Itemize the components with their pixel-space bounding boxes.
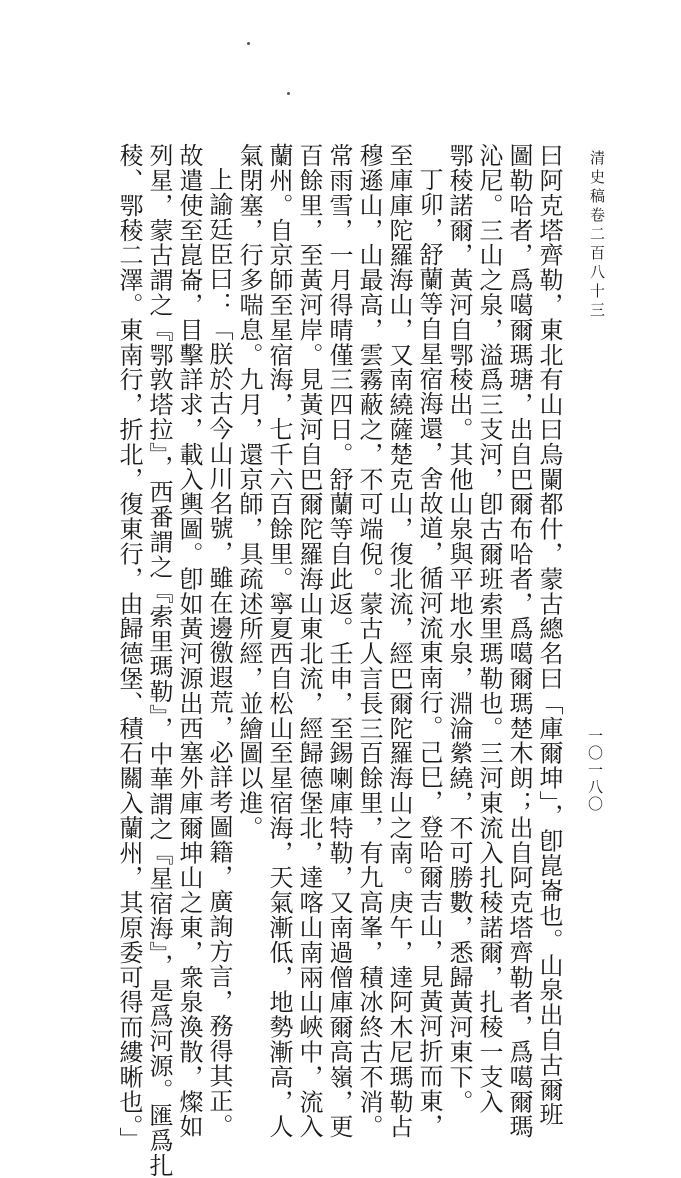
text-column-13: 故遣使至崑崙，目擊詳求，載入輿圖。卽如黃河源出西塞外庫爾坤山之東，衆泉渙散，燦如 xyxy=(175,143,203,1139)
text-column-8: 常雨雪，一月得晴僅三四日。舒蘭等自此返。壬申，至錫喇庫特勒，又南過僧庫爾高嶺，更 xyxy=(325,143,353,1139)
text-column-3: 沁尼。三山之泉，溢爲三支河，卽古爾班索里瑪勒也。三河東流入扎稜諾爾，扎稜一支入 xyxy=(475,143,503,1115)
text-column-15: 稜、鄂稜二澤。東南行，折北，復東行，由歸德堡、積石關入蘭州，其原委可得而縷晰也。」 xyxy=(115,143,143,1152)
text-column-1-lead: 曰阿克塔齊勒，東北有山曰烏闌都什，蒙古總名曰「庫爾坤」，卽崑崙也。 xyxy=(535,143,563,953)
text-column-2-lead: 圖勒哈者，爲噶爾瑪瑭，出自巴爾布哈者，爲噶爾瑪楚木朗；出自阿克塔齊勒者，爲噶爾瑪 xyxy=(505,143,533,1139)
text-column-12: 上諭廷臣曰：「朕於古今山川名號，雖在邊徼遐荒，必詳考圖籍，廣詢方言，務得其正。 xyxy=(205,167,233,1139)
print-speck xyxy=(247,42,250,45)
running-title: 清史稿卷二百八十三 xyxy=(588,150,606,321)
print-speck xyxy=(287,92,290,95)
page-number: 一〇一八〇 xyxy=(586,728,604,813)
body-text xyxy=(114,143,564,1178)
text-column-7: 穆遜山，山最高，雲霧蔽之，不可端倪。蒙古人言長三百餘里，有九高峯，積冰終古不消。 xyxy=(355,143,383,1139)
text-column-5: 丁卯，舒蘭等自星宿海還，舍故道，循河流東南行。己巳，登哈爾吉山，見黃河折而東， xyxy=(415,167,443,1139)
text-column-1 xyxy=(534,143,564,1128)
text-column-2 xyxy=(504,143,534,1139)
text-column-1-tail: 山泉出自古爾班 xyxy=(535,952,563,1128)
text-column-6: 至庫庫陀羅海山，又南繞薩楚克山，復北流，經巴爾陀羅海山之南。庚午，達阿木尼瑪勒占 xyxy=(385,143,413,1139)
text-column-14: 列星，蒙古謂之『鄂敦塔拉』，西番謂之『索里瑪勒』，中華謂之『星宿海』，是爲河源。匯爲扎 xyxy=(145,143,173,1178)
text-column-10: 蘭州。自京師至星宿海，七千六百餘里。寧夏西自松山至星宿海，天氣漸低，地勢漸高，人 xyxy=(265,143,293,1139)
text-column-9: 百餘里，至黃河岸。見黃河自巴爾陀羅海山東北流，經歸德堡北，達喀山南兩山峽中，流入 xyxy=(295,143,323,1139)
text-column-11: 氣閉塞，行多喘息。九月，還京師，具疏述所經，並繪圖以進。 xyxy=(235,143,263,841)
text-column-4: 鄂稜諾爾，黃河自鄂稜出。其他山泉與平地水泉，淵淪縈繞，不可勝數，悉歸黃河東下。 xyxy=(445,143,473,1115)
